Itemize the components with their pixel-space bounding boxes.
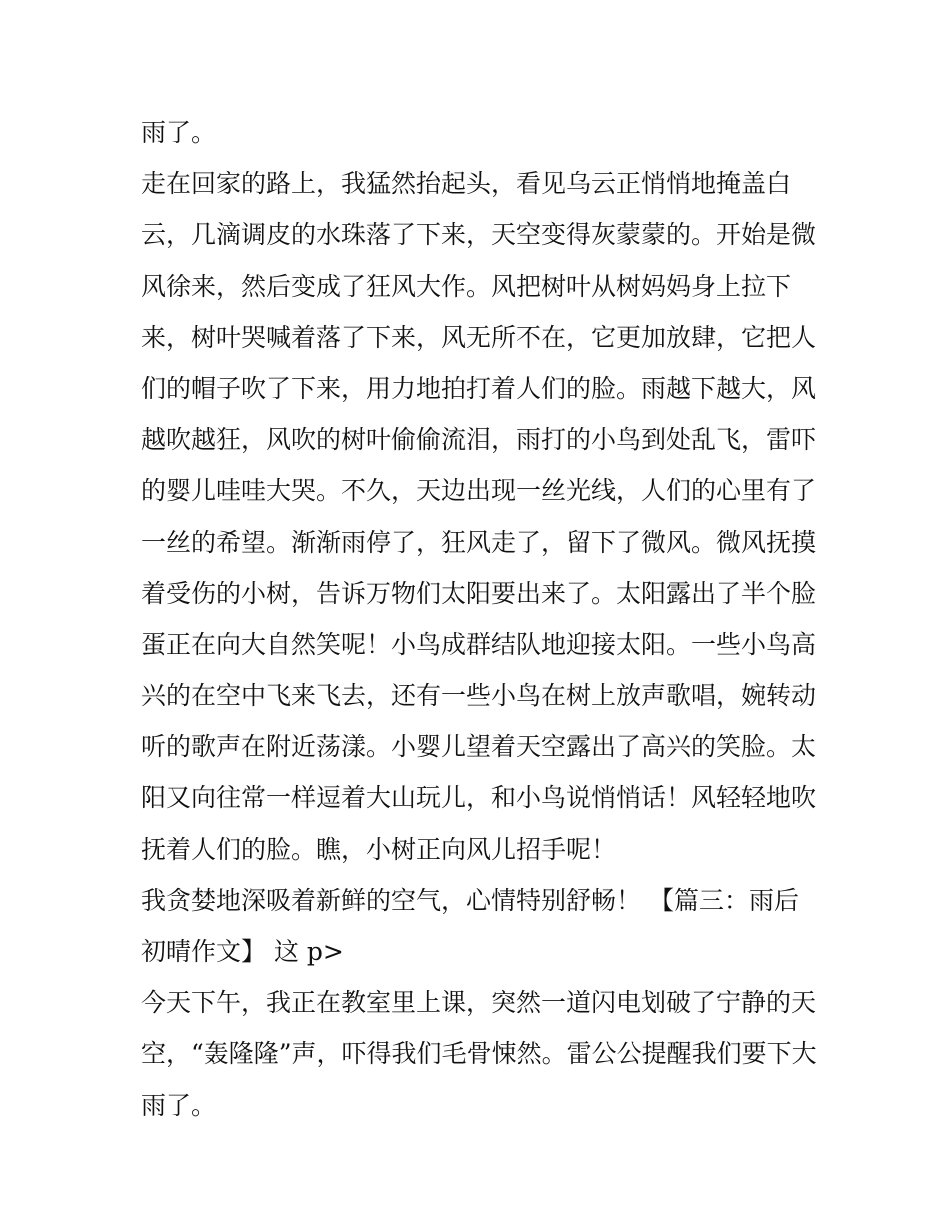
text-line: 们的帽子吹了下来，用力地拍打着人们的脸。雨越下越大，风	[141, 373, 817, 403]
text-line: 蛋正在向大自然笑呢！小鸟成群结队地迎接太阳。一些小鸟高	[141, 629, 817, 659]
text-line: 云，几滴调皮的水珠落了下来，天空变得灰蒙蒙的。开始是微	[141, 220, 817, 250]
text-line: 走在回家的路上，我猛然抬起头，看见乌云正悄悄地掩盖白	[141, 169, 792, 199]
text-line: 雨了。	[141, 118, 217, 147]
text-line: 阳又向往常一样逗着大山玩儿，和小鸟说悄悄话！风轻轻地吹	[141, 783, 817, 813]
text-line: 空，“轰隆隆”声，吓得我们毛骨悚然。雷公公提醒我们要下大	[141, 1039, 817, 1069]
document-body	[141, 107, 821, 1131]
text-line: 风徐来，然后变成了狂风大作。风把树叶从树妈妈身上拉下	[141, 271, 792, 301]
text-line: 抚着人们的脸。瞧，小树正向风儿招手呢！	[141, 834, 617, 864]
text-line: 初晴作文】 这 p>	[141, 937, 344, 966]
text-line: 听的歌声在附近荡漾。小婴儿望着天空露出了高兴的笑脸。太	[141, 732, 817, 762]
text-line: 雨了。	[141, 1090, 217, 1120]
text-line: 来，树叶哭喊着落了下来，风无所不在，它更加放肆，它把人	[141, 322, 817, 352]
text-line: 我贪婪地深吸着新鲜的空气，心情特别舒畅！ 【篇三：雨后	[141, 885, 799, 915]
text-line: 兴的在空中飞来飞去，还有一些小鸟在树上放声歌唱，婉转动	[141, 681, 817, 711]
text-line: 着受伤的小树，告诉万物们太阳要出来了。太阳露出了半个脸	[141, 578, 817, 608]
text-line: 越吹越狂，风吹的树叶偷偷流泪，雨打的小鸟到处乱飞，雷吓	[141, 425, 817, 455]
text-line: 一丝的希望。渐渐雨停了，狂风走了，留下了微风。微风抚摸	[141, 527, 817, 557]
text-line: 今天下午，我正在教室里上课，突然一道闪电划破了宁静的天	[141, 988, 817, 1018]
text-line: 的婴儿哇哇大哭。不久，天边出现一丝光线，人们的心里有了	[141, 476, 817, 506]
